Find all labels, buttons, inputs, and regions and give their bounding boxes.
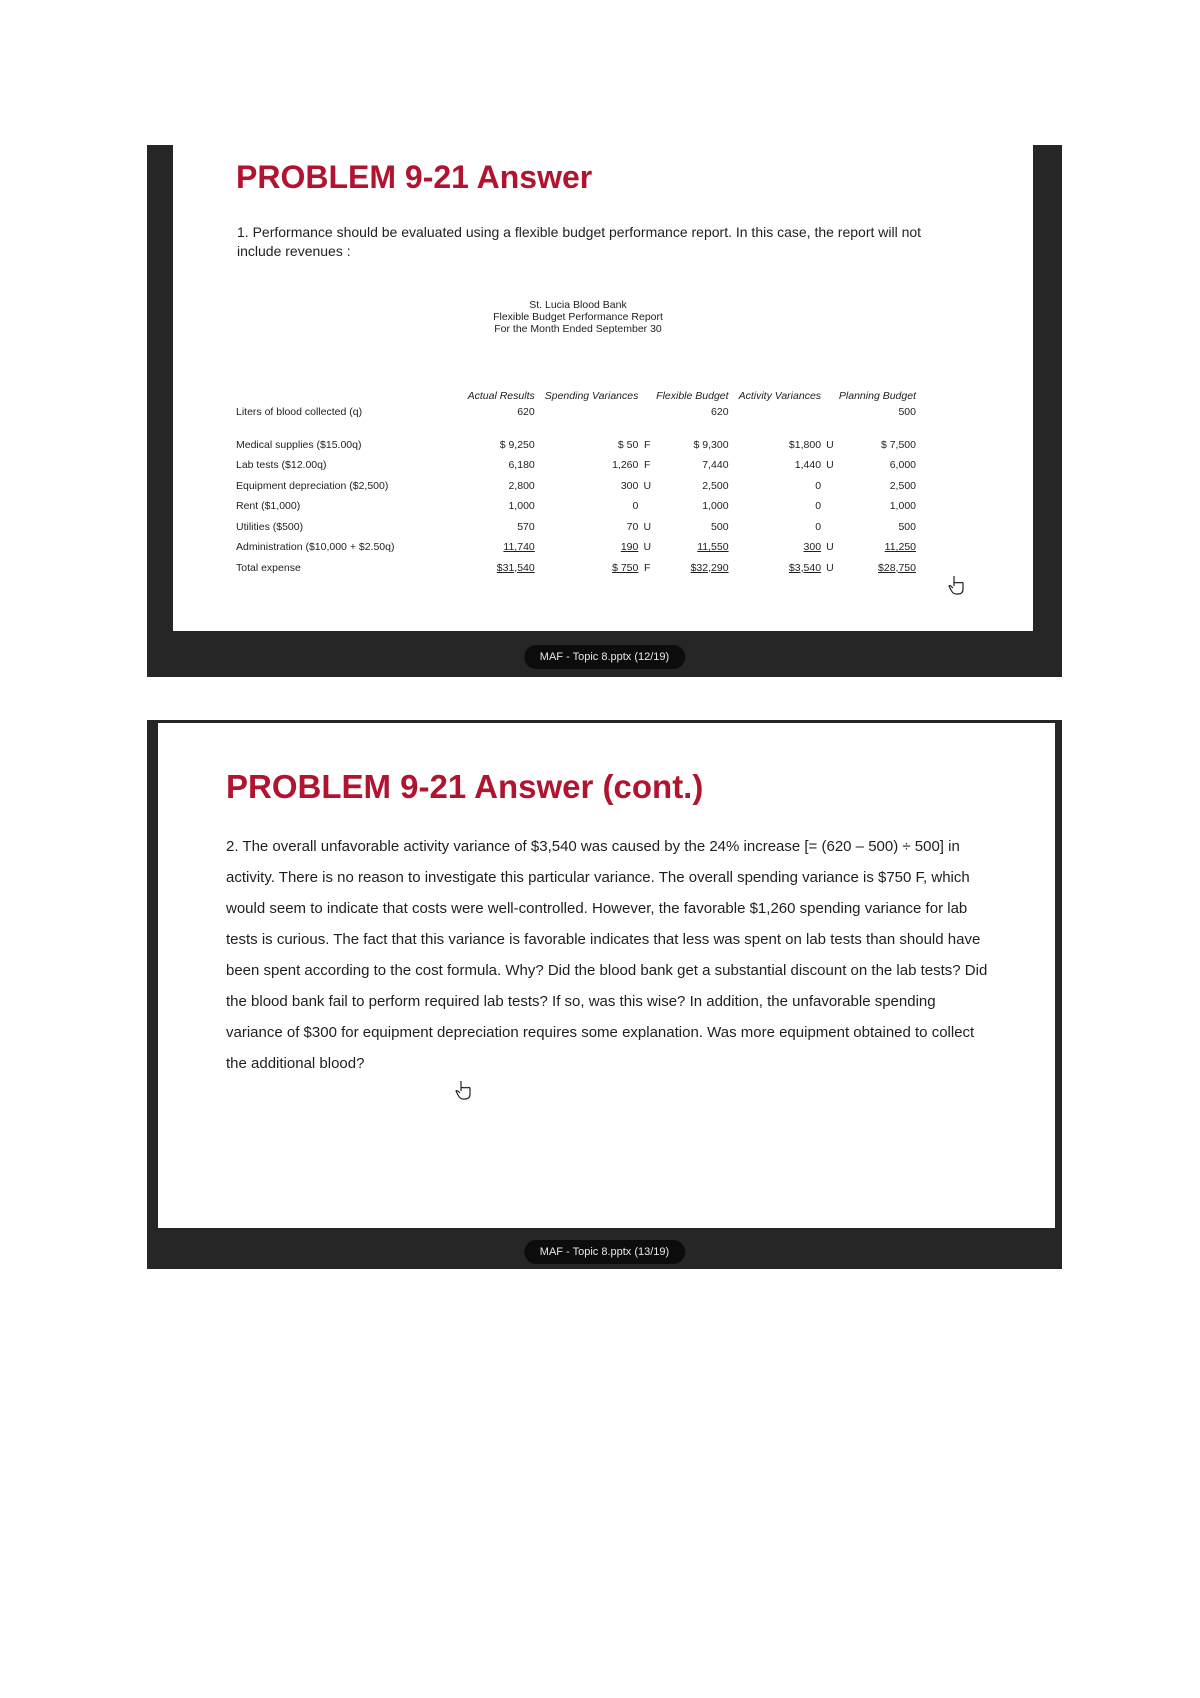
table-row <box>236 517 916 538</box>
table-row-activity <box>236 402 916 423</box>
cell-activity: 0 <box>815 520 822 533</box>
cell-flexible: 11,550 <box>697 541 729 554</box>
row-label: Medical supplies ($15.00q) <box>236 438 362 451</box>
hand-cursor-icon <box>947 574 967 596</box>
flexible-budget-report-table <box>236 372 916 578</box>
col-planning-budget: Planning Budget <box>838 390 916 402</box>
cell-spending: 300 <box>620 479 639 492</box>
row-label: Rent ($1,000) <box>236 500 301 513</box>
cell-flexible: $32,290 <box>690 561 729 574</box>
col-activity-variances: Activity Variances <box>738 390 822 402</box>
cell-spending: 1,260 <box>612 459 639 472</box>
slide-intro-text: 1. Performance should be evaluated using a flexible budget performance report. In this case, the report will not include revenues : <box>237 224 922 259</box>
row-label: Administration ($10,000 + $2.50q) <box>236 541 395 554</box>
cell-activity-flag <box>821 517 839 538</box>
slide-viewer-1 <box>147 145 1062 677</box>
cell-planning: 6,000 <box>889 459 916 472</box>
table-row <box>236 435 916 456</box>
cell-activity: 0 <box>815 500 822 513</box>
table-row <box>236 496 916 517</box>
cell-actual: 570 <box>517 520 535 533</box>
cell-spending-flag: U <box>643 479 652 492</box>
cell-actual: $31,540 <box>496 561 535 574</box>
cell-spending-flag: F <box>644 459 651 472</box>
cell-flexible: 620 <box>711 406 729 419</box>
cell-activity: 1,440 <box>794 459 822 472</box>
cell-spending: 0 <box>632 500 639 513</box>
slide-counter-caption: MAF - Topic 8.pptx (13/19) <box>524 1240 685 1264</box>
cell-actual: 6,180 <box>508 459 535 472</box>
slide-12 <box>173 145 1033 631</box>
cell-flexible: 1,000 <box>702 500 729 513</box>
slide-body-text: 2. The overall unfavorable activity variance of $3,540 was caused by the 24% increase [= (620 – 500) ÷ 500] in activity. There is no reason to investigate this particular variance. The overall spending variance is $750 F, which would seem to indicate that costs were well-controlled. However, the favorable $1,260 spending variance for lab tests is curious. The fact that this variance is favorable indicates that less was spent on lab tests than should have been spent according to the cost formula. Why? Did the blood bank get a substantial discount on the lab tests? Did the blood bank fail to perform required lab tests? If so, was this wise? In addition, the unfavorable spending variance of $300 for equipment depreciation requires some explanation. Was more equipment obtained to collect the additional blood? <box>226 838 988 1072</box>
cell-planning: 500 <box>898 520 916 533</box>
cell-actual: 2,800 <box>508 479 535 492</box>
cell-actual: 620 <box>517 406 535 419</box>
cell-activity-flag: U <box>826 438 834 451</box>
row-label: Liters of blood collected (q) <box>236 406 363 419</box>
cell-flexible: 7,440 <box>702 459 729 472</box>
hand-cursor-icon <box>454 1079 474 1101</box>
table-header-row <box>236 372 916 402</box>
row-label: Utilities ($500) <box>236 520 304 533</box>
cell-planning: 500 <box>898 406 916 419</box>
cell-spending-flag: U <box>643 520 652 533</box>
cell-spending-flag: U <box>643 541 652 554</box>
cell-spending-flag: F <box>644 438 651 451</box>
row-label: Total expense <box>236 561 301 574</box>
table-row <box>236 537 916 558</box>
cell-planning: $ 7,500 <box>880 438 916 451</box>
cell-actual: $ 9,250 <box>499 438 535 451</box>
cell-planning: 11,250 <box>884 541 916 554</box>
slide-13 <box>158 723 1055 1228</box>
cell-activity-flag: U <box>826 561 834 574</box>
table-row <box>236 455 916 476</box>
col-spending-variances: Spending Variances <box>544 390 639 402</box>
report-name: Flexible Budget Performance Report <box>493 311 663 323</box>
cell-activity: $3,540 <box>788 561 822 574</box>
report-header <box>453 299 703 335</box>
cell-activity: 300 <box>803 541 822 554</box>
cell-planning: 2,500 <box>889 479 916 492</box>
table-row <box>236 476 916 497</box>
cell-activity: $1,800 <box>788 438 822 451</box>
cell-flexible: 500 <box>711 520 729 533</box>
cell-flexible: 2,500 <box>702 479 729 492</box>
col-flexible-budget: Flexible Budget <box>656 390 729 402</box>
cell-spending: $ 750 <box>612 561 639 574</box>
cell-spending: 70 <box>626 520 639 533</box>
slide-title: PROBLEM 9-21 Answer (cont.) <box>226 768 704 805</box>
cell-spending: $ 50 <box>617 438 639 451</box>
cell-activity-flag <box>821 496 839 517</box>
slide-viewer-2 <box>147 720 1062 1269</box>
cell-activity: 0 <box>815 479 822 492</box>
col-actual-results: Actual Results <box>467 390 535 402</box>
report-period: For the Month Ended September 30 <box>494 323 662 335</box>
cell-actual: 1,000 <box>508 500 535 513</box>
cell-flexible: $ 9,300 <box>693 438 729 451</box>
cell-actual: 11,740 <box>503 541 535 554</box>
report-company: St. Lucia Blood Bank <box>529 299 627 311</box>
cell-planning: 1,000 <box>889 500 916 513</box>
cell-spending-flag: F <box>644 561 651 574</box>
cell-activity-flag: U <box>826 541 834 554</box>
row-label: Lab tests ($12.00q) <box>236 459 327 472</box>
cell-planning: $28,750 <box>878 561 916 574</box>
table-row-total <box>236 558 916 579</box>
slide-counter-caption: MAF - Topic 8.pptx (12/19) <box>524 645 685 669</box>
cell-activity-flag: U <box>826 459 834 472</box>
row-label: Equipment depreciation ($2,500) <box>236 479 389 492</box>
slide-title: PROBLEM 9-21 Answer <box>236 159 593 195</box>
cell-spending-flag <box>638 496 656 517</box>
cell-spending: 190 <box>620 541 639 554</box>
cell-activity-flag <box>821 476 839 497</box>
